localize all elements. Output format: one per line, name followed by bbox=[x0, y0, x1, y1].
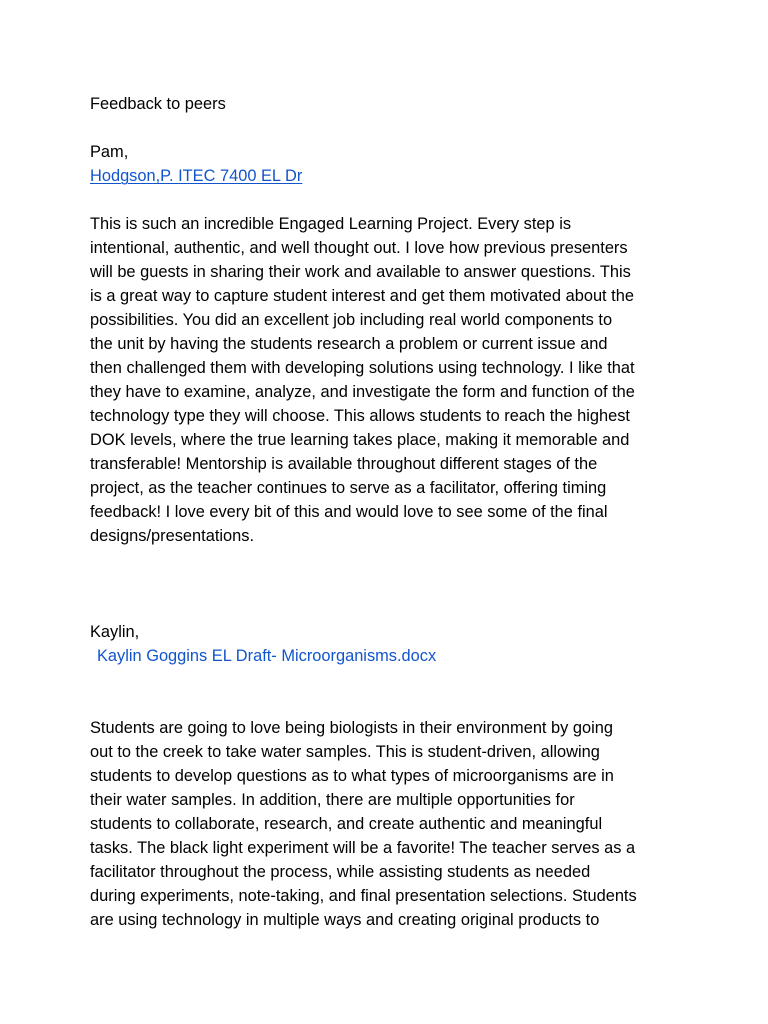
paragraph-line: they have to examine, analyze, and investigate the form and function of the bbox=[90, 383, 635, 401]
paragraph-line: project, as the teacher continues to serve as a facilitator, offering timing bbox=[90, 479, 607, 497]
feedback-paragraph-pam bbox=[90, 212, 690, 548]
paragraph-line: possibilities. You did an excellent job including real world components to bbox=[90, 311, 613, 329]
paragraph-line: students to collaborate, research, and create authentic and meaningful bbox=[90, 815, 603, 833]
paragraph-line: out to the creek to take water samples. This is student-driven, allowing bbox=[90, 743, 600, 761]
feedback-paragraph-kaylin bbox=[90, 716, 690, 932]
paragraph-line: their water samples. In addition, there are multiple opportunities for bbox=[90, 791, 575, 809]
document-title: Feedback to peers bbox=[90, 95, 226, 113]
paragraph-line: during experiments, note-taking, and final presentation selections. Students bbox=[90, 887, 637, 905]
paragraph-line: designs/presentations. bbox=[90, 527, 255, 545]
link-kaylin-document[interactable]: Kaylin Goggins EL Draft- Microorganisms.docx bbox=[97, 647, 437, 665]
paragraph-line: This is such an incredible Engaged Learning Project. Every step is bbox=[90, 215, 572, 233]
paragraph-line: are using technology in multiple ways and creating original products to bbox=[90, 911, 600, 929]
paragraph-line: will be guests in sharing their work and available to answer questions. This bbox=[90, 263, 631, 281]
paragraph-line: transferable! Mentorship is available throughout different stages of the bbox=[90, 455, 598, 473]
paragraph-line: tasks. The black light experiment will be a favorite! The teacher serves as a bbox=[90, 839, 636, 857]
paragraph-line: facilitator throughout the process, while assisting students as needed bbox=[90, 863, 591, 881]
paragraph-line: feedback! I love every bit of this and would love to see some of the final bbox=[90, 503, 608, 521]
link-hodgson-document[interactable]: Hodgson,P. ITEC 7400 EL Dr bbox=[90, 167, 303, 185]
greeting-pam: Pam, bbox=[90, 143, 129, 161]
paragraph-line: DOK levels, where the true learning takes place, making it memorable and bbox=[90, 431, 630, 449]
paragraph-line: Students are going to love being biologists in their environment by going bbox=[90, 719, 614, 737]
paragraph-line: technology type they will choose. This allows students to reach the highest bbox=[90, 407, 630, 425]
paragraph-line: the unit by having the students research a problem or current issue and bbox=[90, 335, 608, 353]
paragraph-line: students to develop questions as to what types of microorganisms are in bbox=[90, 767, 614, 785]
paragraph-line: intentional, authentic, and well thought out. I love how previous presenters bbox=[90, 239, 628, 257]
greeting-kaylin: Kaylin, bbox=[90, 623, 140, 641]
paragraph-line: is a great way to capture student interest and get them motivated about the bbox=[90, 287, 634, 305]
paragraph-line: then challenged them with developing solutions using technology. I like that bbox=[90, 359, 635, 377]
